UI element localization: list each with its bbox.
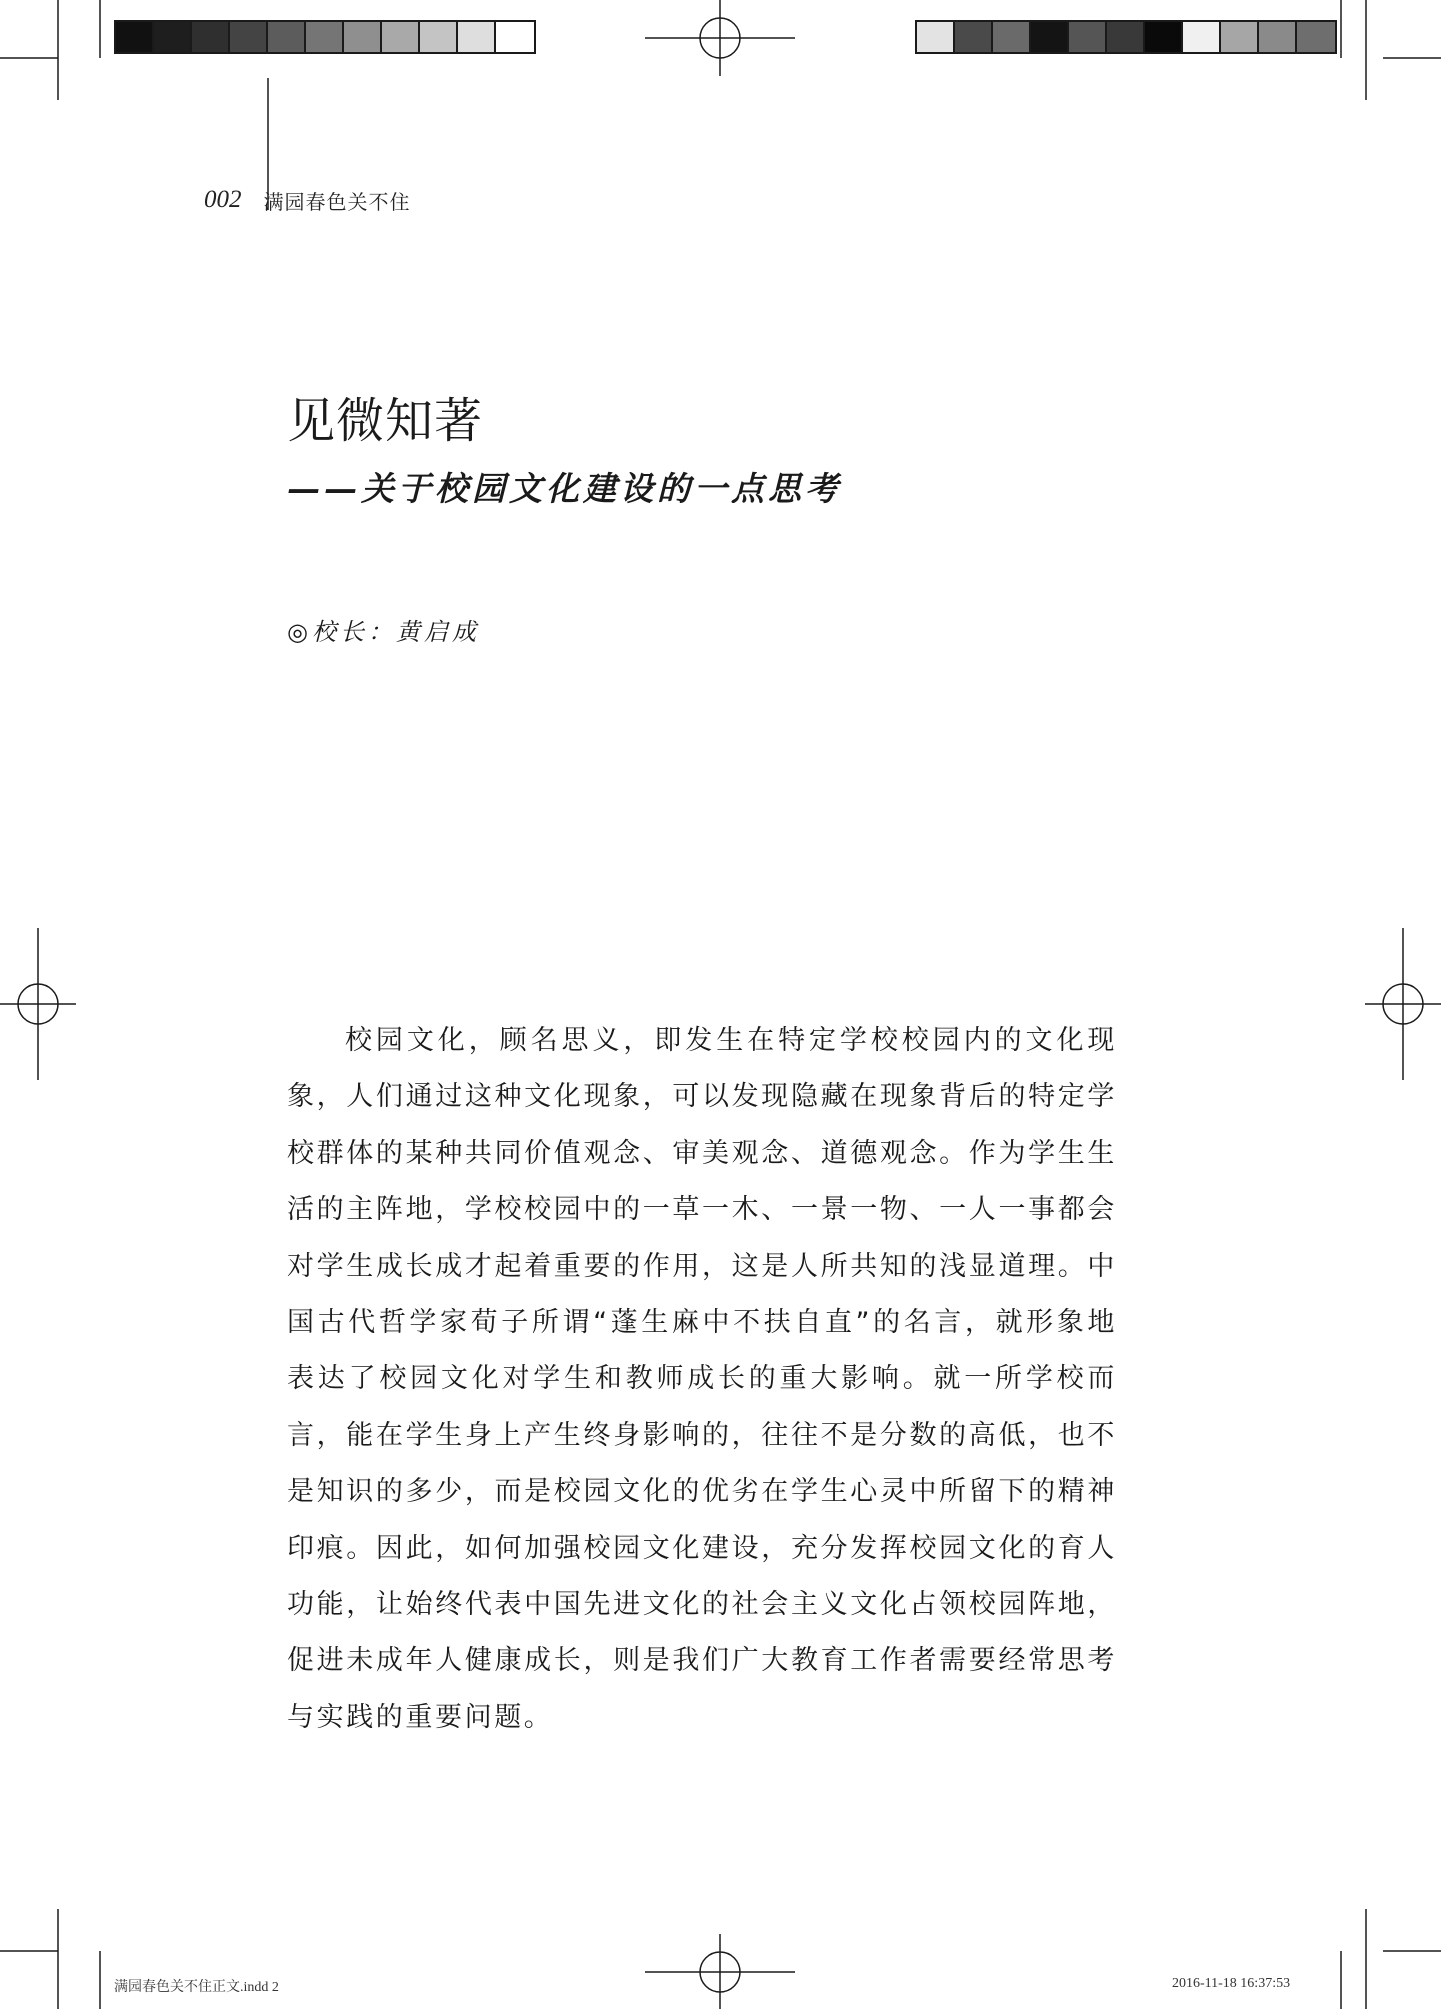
- registration-mark-top: [645, 0, 795, 76]
- article-title: 见微知著: [287, 393, 484, 449]
- color-swatch: [1183, 22, 1221, 52]
- color-swatch: [1031, 22, 1069, 52]
- color-swatch: [420, 22, 458, 52]
- page-number: 002: [204, 186, 242, 213]
- color-swatch: [496, 22, 534, 52]
- article-author: ◎校长：黄启成: [287, 618, 480, 646]
- slug-timestamp: 2016-11-18 16:37:53: [1172, 1976, 1291, 1991]
- color-swatch: [458, 22, 496, 52]
- article-subtitle: ——关于校园文化建设的一点思考: [287, 469, 842, 508]
- color-swatch: [382, 22, 420, 52]
- color-swatch: [993, 22, 1031, 52]
- color-swatch: [917, 22, 955, 52]
- color-swatch: [1107, 22, 1145, 52]
- color-swatch: [344, 22, 382, 52]
- color-swatch: [1221, 22, 1259, 52]
- book-title: 满园春色关不住: [263, 189, 411, 214]
- color-swatch: [154, 22, 192, 52]
- color-bar-left: [114, 20, 536, 54]
- color-swatch: [1297, 22, 1335, 52]
- color-swatch: [1069, 22, 1107, 52]
- registration-mark-right: [1365, 928, 1441, 1080]
- slug-filename: 满园春色关不住正文.indd 2: [114, 1980, 279, 1995]
- color-swatch: [955, 22, 993, 52]
- color-swatch: [230, 22, 268, 52]
- color-bar-right: [915, 20, 1337, 54]
- color-swatch: [306, 22, 344, 52]
- registration-mark-left: [0, 928, 76, 1080]
- color-swatch: [192, 22, 230, 52]
- running-header: [204, 183, 411, 217]
- color-swatch: [116, 22, 154, 52]
- article-body: 校园文化，顾名思义，即发生在特定学校校园内的文化现象，人们通过这种文化现象，可以发现隐藏在现象背后的特定学校群体的某种共同价值观念、审美观念、道德观念。作为学生生活的主阵地，学校校园中的一草一木、一景一物、一人一事都会对学生成长成才起着重要的作用，这是人所共知的浅显道理。中国古代哲学家荀子所谓“蓬生麻中不扶自直”的名言，就形象地表达了校园文化对学生和教师成长的重大影响。就一所学校而言，能在学生身上产生终身影响的，往往不是分数的高低，也不是知识的多少，而是校园文化的优劣在学生心灵中所留下的精神印痕。因此，如何加强校园文化建设，充分发挥校园文化的育人功能，让始终代表中国先进文化的社会主义文化占领校园阵地，促进未成年人健康成长，则是我们广大教育工作者需要经常思考与实践的重要问题。: [287, 1025, 1117, 1733]
- color-swatch: [1259, 22, 1297, 52]
- registration-mark-bottom: [645, 1934, 795, 2009]
- color-swatch: [1145, 22, 1183, 52]
- color-swatch: [268, 22, 306, 52]
